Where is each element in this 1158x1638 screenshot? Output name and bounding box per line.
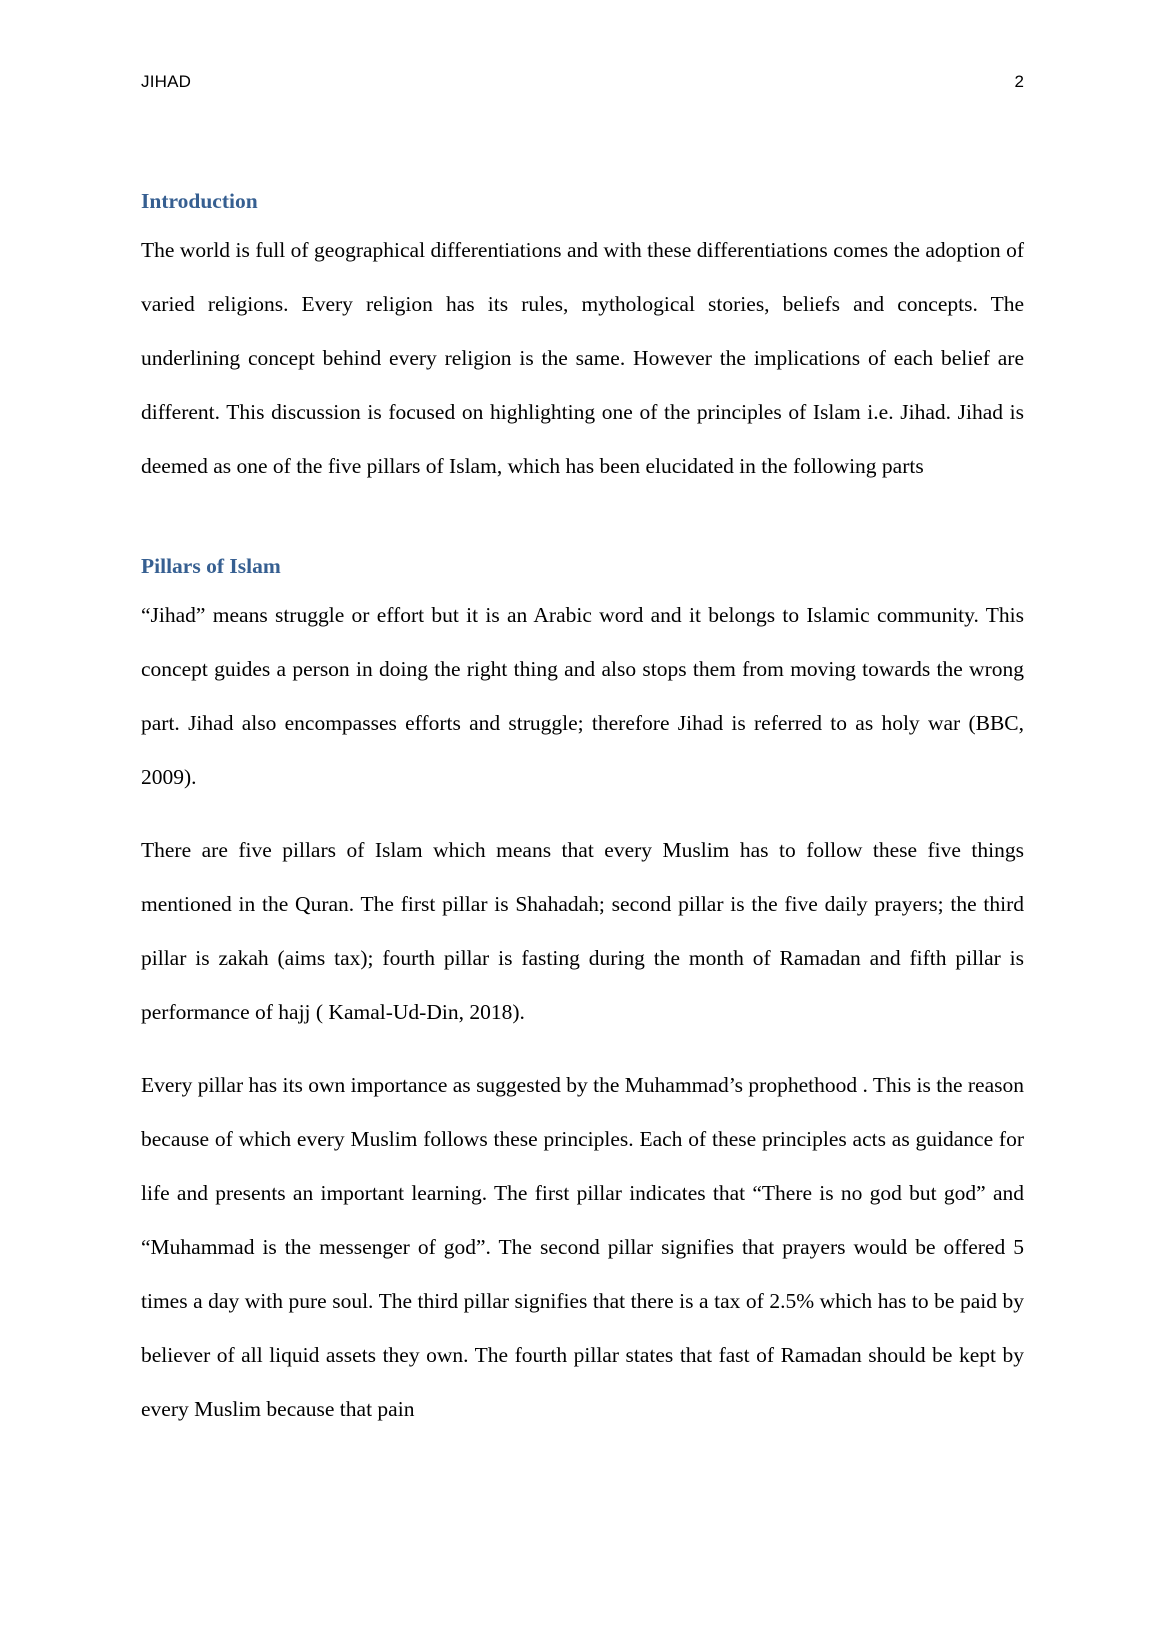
running-head: JIHAD xyxy=(141,72,192,91)
section-heading-introduction: Introduction xyxy=(141,189,258,213)
page-number: 2 xyxy=(1014,72,1024,91)
pillars-paragraph-2: There are five pillars of Islam which means that every Muslim has to follow these five things mentioned in the Quran. The first pillar is Shahadah; second pillar is the five daily prayers; the third pillar is zakah (aims tax); fourth pillar is fasting during the month of Ramadan and fifth pillar is performance of hajj ( Kamal-Ud-Din, 2018). xyxy=(141,838,1024,1024)
introduction-paragraph: The world is full of geographical differentiations and with these differentiations comes the adoption of varied religions. Every religion has its rules, mythological stories, beliefs and concepts. The underlining concept behind every religion is the same. However the implications of each belief are different. This discussion is focused on highlighting one of the principles of Islam i.e. Jihad. Jihad is deemed as one of the five pillars of Islam, which has been elucidated in the following parts xyxy=(141,238,1024,478)
document-body xyxy=(141,184,1024,1436)
pillars-paragraph-3: Every pillar has its own importance as suggested by the Muhammad’s prophethood . This is the reason because of which every Muslim follows these principles. Each of these principles acts as guidance for life and presents an important learning. The first pillar indicates that “There is no god but god” and “Muhammad is the messenger of god”. The second pillar signifies that prayers would be offered 5 times a day with pure soul. The third pillar signifies that there is a tax of 2.5% which has to be paid by believer of all liquid assets they own. The fourth pillar states that fast of Ramadan should be kept by every Muslim because that pain xyxy=(141,1073,1024,1421)
pillars-paragraph-1: “Jihad” means struggle or effort but it is an Arabic word and it belongs to Islamic community. This concept guides a person in doing the right thing and also stops them from moving towards the wrong part. Jihad also encompasses efforts and struggle; therefore Jihad is referred to as holy war (BBC, 2009). xyxy=(141,603,1024,789)
section-heading-pillars-of-islam: Pillars of Islam xyxy=(141,554,281,578)
